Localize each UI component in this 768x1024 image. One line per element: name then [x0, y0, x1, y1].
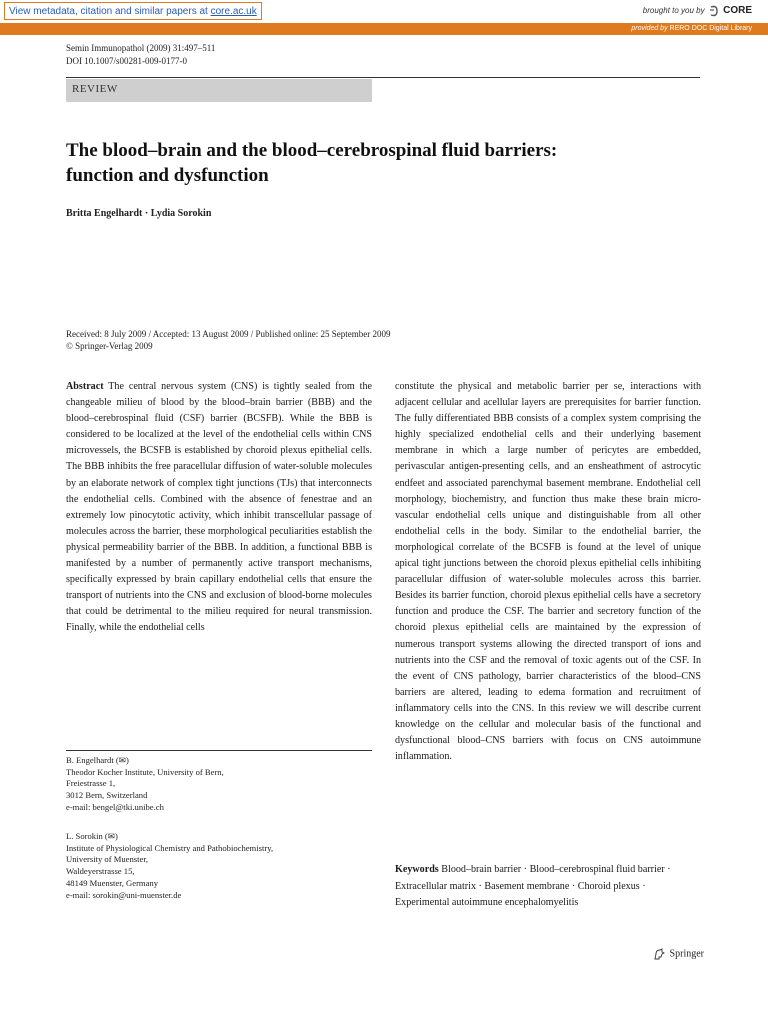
correspondence-email[interactable]: e-mail: bengel@tki.unibe.ch	[66, 801, 164, 812]
core-logo-text: CORE	[723, 5, 752, 16]
correspondence-rule	[66, 750, 372, 751]
correspondence-line: Waldeyerstrasse 15,	[66, 866, 135, 877]
correspondence-line: Freiestrasse 1,	[66, 778, 116, 789]
header-rule	[66, 77, 700, 78]
core-banner	[0, 0, 768, 24]
core-link-anchor[interactable]: core.ac.uk	[210, 6, 257, 17]
keywords-label: Keywords	[395, 864, 439, 875]
abstract-label: Abstract	[66, 381, 104, 392]
abstract-right-column	[395, 379, 701, 765]
core-provided-label: provided by	[631, 25, 668, 32]
correspondence-line: 48149 Muenster, Germany	[66, 877, 159, 888]
correspondence-line: Theodor Kocher Institute, University of Bern,	[66, 766, 224, 777]
keywords-block	[395, 862, 701, 912]
core-brought-label: brought to you by	[642, 6, 705, 15]
keywords-text: Blood–brain barrier · Blood–cerebrospinal fluid barrier · Extracellular matrix · Basement membrane · Choroid plexus · Experimental autoimmune encephalomyelitis	[395, 864, 671, 909]
publication-dates	[66, 328, 390, 352]
correspondence-name: B. Engelhardt (✉)	[66, 755, 129, 765]
core-logo-icon	[709, 5, 719, 17]
publisher-mark	[653, 948, 704, 960]
abstract-left-column	[66, 379, 372, 637]
correspondence-name: L. Sorokin (✉)	[66, 831, 118, 841]
core-provider-bar	[0, 23, 768, 35]
journal-citation	[66, 42, 215, 68]
core-provider-name: RERO DOC Digital Library	[669, 25, 752, 32]
core-link-prefix: View metadata, citation and similar papers at	[9, 6, 208, 17]
core-provided-by[interactable]	[631, 23, 752, 35]
correspondence-engelhardt	[66, 755, 372, 814]
correspondence-line: 3012 Bern, Switzerland	[66, 790, 148, 801]
article-title: The blood–brain and the blood–cerebrospinal fluid barriers: function and dysfunction	[66, 140, 558, 186]
correspondence-email[interactable]: e-mail: sorokin@uni-muenster.de	[66, 889, 182, 900]
core-brought-by[interactable]	[643, 4, 752, 18]
section-label: REVIEW	[66, 79, 372, 102]
doi-line: DOI 10.1007/s00281-009-0177-0	[66, 56, 187, 66]
springer-horse-icon	[653, 948, 665, 960]
abstract-left-text: The central nervous system (CNS) is tightly sealed from the changeable milieu of blood by the blood–brain barrier (BBB) and the blood–cerebrospinal fluid (CSF) barrier (BCSFB). While the BBB is considered to be localized at the level of the endothelial cells within CNS microvessels, the BCSFB is established by choroid plexus epithelial cells. The BBB inhibits the free paracellular diffusion of water-soluble molecules by an elaborate network of complex tight junctions (TJs) that interconnects the endothelial cells. Combined with the absence of fenestrae and an extremely low pinocytotic activity, which inhibit transcellular passage of molecules across the barrier, these morphological peculiarities establish the physical permeability barrier of the BBB. In addition, a functional BBB is manifested by a number of permanently active transport mechanisms, specifically expressed by brain capillary endothelial cells that ensure the transport of nutrients into the CNS and exclusion of blood-borne molecules that could be detrimental to the milieu required for neural transmission. Finally, while the endothelial cells	[66, 381, 372, 634]
publisher-name: Springer	[669, 948, 704, 960]
copyright-line: © Springer-Verlag 2009	[66, 341, 153, 351]
article-authors: Britta Engelhardt · Lydia Sorokin	[66, 208, 212, 219]
correspondence-line: University of Muenster,	[66, 854, 148, 865]
dates-line: Received: 8 July 2009 / Accepted: 13 August 2009 / Published online: 25 September 2009	[66, 329, 391, 339]
correspondence-line: Institute of Physiological Chemistry and Pathobiochemistry,	[66, 842, 274, 853]
core-metadata-link[interactable]	[4, 2, 262, 20]
correspondence-sorokin	[66, 831, 372, 901]
journal-line: Semin Immunopathol (2009) 31:497–511	[66, 43, 216, 53]
abstract-right-text: constitute the physical and metabolic barrier per se, interactions with adjacent cellular and acellular layers are prerequisites for barrier function. The fully differentiated BBB consists of a complex system comprising the highly specialized endothelial cells and their underlying basement membrane in which a large number of pericytes are embedded, perivascular antigen-presenting cells, and an ensheathment of astrocytic endfeet and associated parenchymal basement membrane. Endothelial cell morphology, biochemistry, and function thus make these brain microvascular endothelial cells unique and distinguishable from all other endothelial cells in the body. Similar to the endothelial barrier, the morphological correlate of the BCSFB is found at the level of unique apical tight junctions between the choroid plexus epithelial cells inhibiting paracellular diffusion of water-soluble molecules across this barrier. Besides its barrier function, choroid plexus epithelial cells have a secretory function and produce the CSF. The barrier and secretory function of the choroid plexus epithelial cells are maintained by the expression of numerous transport systems allowing the directed transport of ions and nutrients into the CSF and the removal of toxic agents out of the CSF. In the event of CNS pathology, barrier characteristics of the blood–CNS barriers are altered, leading to edema formation and recruitment of inflammatory cells into the CNS. In this review we will describe current knowledge on the cellular and molecular basis of the functional and dysfunctional blood–CNS barriers with focus on CNS autoimmune inflammation.	[395, 381, 701, 763]
